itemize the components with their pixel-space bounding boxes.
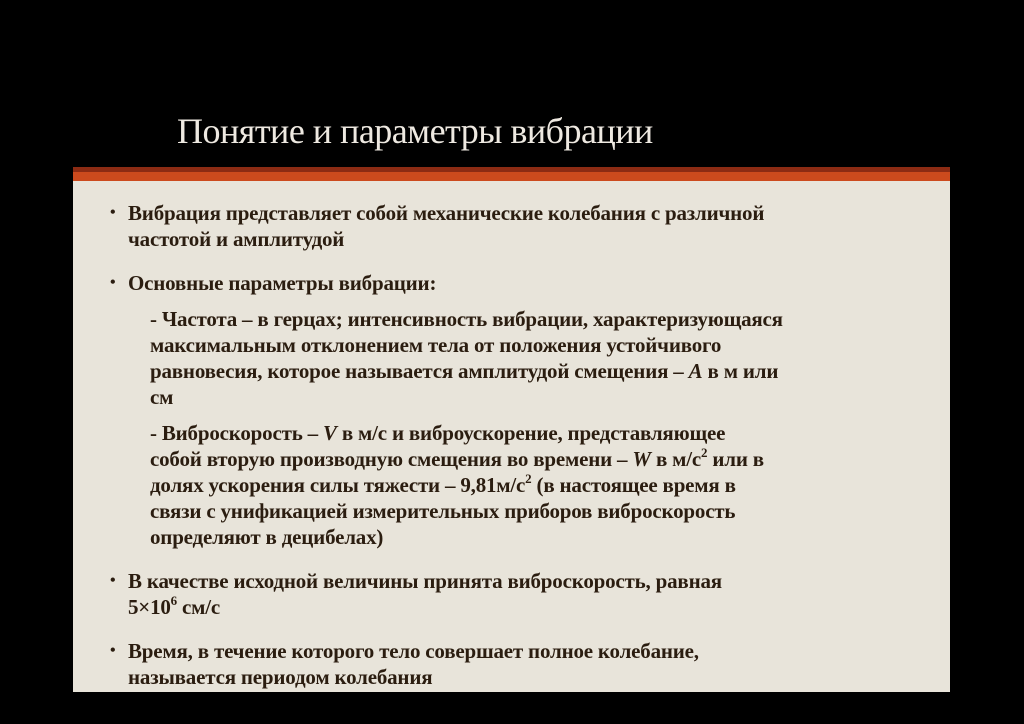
bullet-dot-icon: • bbox=[110, 572, 116, 589]
bullet-list bbox=[73, 181, 950, 690]
accent-bar bbox=[73, 167, 950, 181]
bullet-text: Вибрация представляет собой механические колебания с различной частотой и амплитудой bbox=[128, 201, 765, 251]
bullet-text: Время, в течение которого тело совершает полное колебание, называется периодом колебания bbox=[128, 639, 699, 689]
bullet-dot-icon: • bbox=[110, 274, 116, 291]
bullet-text: В качестве исходной величины принята виброскорость, равная $5\times 10^6$ см/с bbox=[128, 569, 722, 619]
sub-bullet-item bbox=[150, 306, 925, 410]
bullet-dot-icon: • bbox=[110, 642, 116, 659]
sub-bullet-item bbox=[150, 420, 925, 550]
bullet-text: - Виброскорость – V в м/с и виброускорение, представляющее собой вторую производную смещения во времени – W в $м/с^2$ или в долях ускорения силы тяжести – $9,81м/с^2$ (в настоящее время в связи с унификацией измерительных приборов виброскорость определяют в децибелах) bbox=[150, 421, 764, 549]
bullet-item bbox=[110, 568, 925, 620]
bullet-dot-icon: • bbox=[110, 204, 116, 221]
bullet-text: Основные параметры вибрации: bbox=[128, 271, 437, 295]
slide-title: Понятие и параметры вибрации bbox=[177, 111, 653, 151]
bullet-text: - Частота – в герцах; интенсивность вибрации, характеризующаяся максимальным отклонением тела от положения устойчивого равновесия, которое называется амплитудой смещения – A в м или см bbox=[150, 307, 783, 409]
bullet-item bbox=[110, 200, 925, 252]
bullet-item bbox=[110, 638, 925, 690]
bullet-item bbox=[110, 270, 925, 296]
accent-bar-orange-stripe bbox=[73, 172, 950, 181]
content-area bbox=[73, 181, 950, 692]
